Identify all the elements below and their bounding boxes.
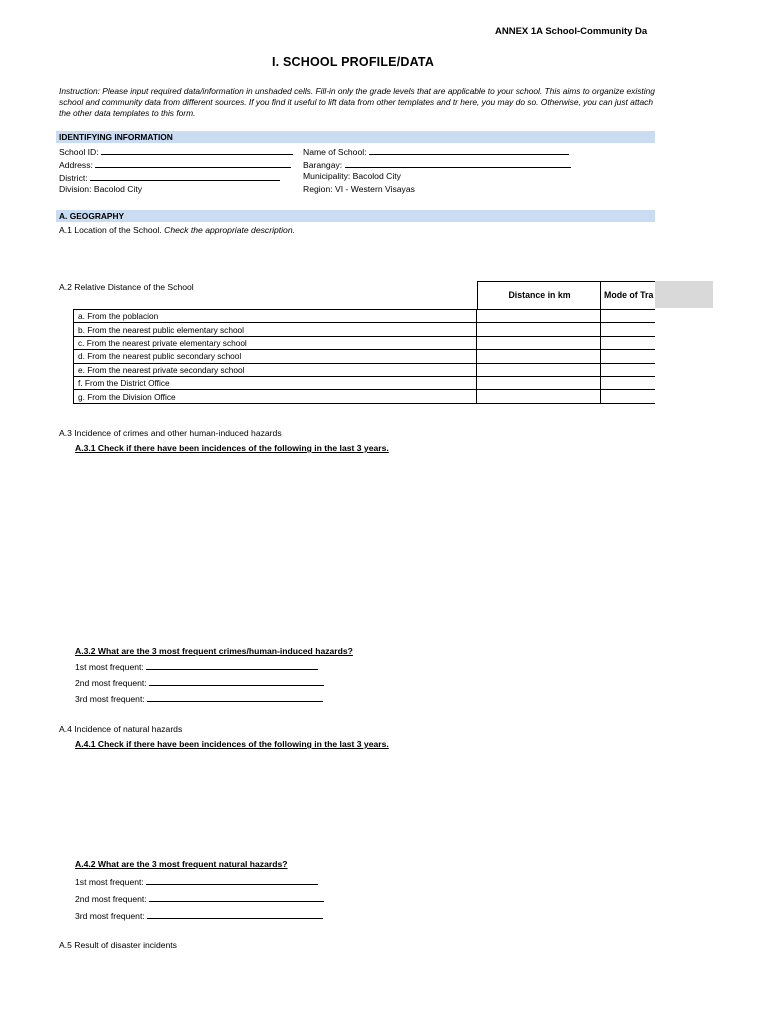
geography-heading: A. GEOGRAPHY (56, 210, 655, 222)
table-row (74, 323, 656, 336)
mode-cell[interactable] (600, 376, 655, 389)
table-row (74, 376, 656, 389)
a42-freq2-field[interactable] (149, 893, 324, 902)
a4-label: A.4 Incidence of natural hazards (59, 724, 183, 734)
distance-cell[interactable] (476, 336, 600, 349)
a41-label: A.4.1 Check if there have been incidences of the following in the last 3 years. (75, 739, 389, 749)
table-row (74, 350, 656, 363)
distance-table (73, 309, 655, 404)
instruction-text: Instruction: Please input required data/information in unshaded cells. Fill-in only the grade levels that are applicable to your school. This aims to organize existing school and community data from different sources. If you find it useful to lift data from other templates and tr here, you may do so. Otherwise, you can just attach the other data templates to this form. (59, 86, 655, 118)
a42-label: A.4.2 What are the 3 most frequent natural hazards? (75, 859, 288, 869)
school-name-label: Name of School: (303, 147, 367, 157)
a1-label: A.1 Location of the School. (59, 225, 162, 235)
freq2-label: 2nd most frequent: (75, 678, 147, 688)
mode-cell[interactable] (600, 390, 655, 403)
table-row (74, 336, 656, 349)
distance-cell[interactable] (476, 323, 600, 336)
freq2-label: 2nd most frequent: (75, 894, 147, 904)
row-label: a. From the poblacion (74, 310, 477, 323)
row-label: g. From the Division Office (74, 390, 477, 403)
mode-cell[interactable] (600, 323, 655, 336)
a32-freq2-field[interactable] (149, 677, 324, 686)
mode-cell[interactable] (600, 310, 655, 323)
annex-label: ANNEX 1A School-Community Da (495, 26, 648, 37)
a5-label: A.5 Result of disaster incidents (59, 940, 177, 950)
row-label: f. From the District Office (74, 376, 477, 389)
a1-row (59, 225, 295, 235)
distance-column-header: Distance in km (477, 281, 601, 309)
mode-cell[interactable] (600, 350, 655, 363)
table-row (74, 390, 656, 403)
district-field[interactable] (90, 172, 280, 181)
distance-cell[interactable] (476, 310, 600, 323)
freq1-label: 1st most frequent: (75, 877, 144, 887)
address-label: Address: (59, 160, 93, 170)
a32-freq1-field[interactable] (146, 661, 318, 670)
table-row (74, 363, 656, 376)
freq3-label: 3rd most frequent: (75, 911, 145, 921)
school-name-field[interactable] (369, 146, 569, 155)
table-row (74, 310, 656, 323)
mode-cell[interactable] (600, 336, 655, 349)
distance-cell[interactable] (476, 376, 600, 389)
a32-freq1-row (75, 661, 318, 672)
a42-freq2-row (75, 893, 324, 904)
a31-label: A.3.1 Check if there have been incidences of the following in the last 3 years. (75, 443, 389, 453)
a32-freq3-row (75, 693, 323, 704)
freq1-label: 1st most frequent: (75, 662, 144, 672)
region-label: Region: VI - Western Visayas (303, 184, 415, 194)
district-label: District: (59, 173, 88, 183)
a32-freq2-row (75, 677, 324, 688)
row-label: d. From the nearest public secondary school (74, 350, 477, 363)
mode-column-header: Mode of Tra (600, 281, 655, 309)
address-row (59, 159, 291, 170)
row-label: e. From the nearest private secondary school (74, 363, 477, 376)
school-name-row (303, 146, 569, 157)
address-field[interactable] (95, 159, 291, 168)
row-label: b. From the nearest public elementary school (74, 323, 477, 336)
school-id-field[interactable] (101, 146, 293, 155)
division-label: Division: Bacolod City (59, 184, 143, 194)
barangay-field[interactable] (345, 159, 571, 168)
row-label: c. From the nearest private elementary school (74, 336, 477, 349)
a3-label: A.3 Incidence of crimes and other human-induced hazards (59, 428, 282, 438)
barangay-label: Barangay: (303, 160, 343, 170)
district-row (59, 172, 280, 183)
barangay-row (303, 159, 571, 170)
a32-freq3-field[interactable] (147, 693, 323, 702)
school-id-label: School ID: (59, 147, 99, 157)
school-id-row (59, 146, 293, 157)
distance-cell[interactable] (476, 390, 600, 403)
a2-label: A.2 Relative Distance of the School (59, 282, 194, 292)
a1-hint: Check the appropriate description. (164, 225, 296, 235)
a42-freq3-field[interactable] (147, 910, 323, 919)
identifying-info-heading: IDENTIFYING INFORMATION (56, 131, 655, 143)
column-header-overflow (655, 281, 713, 308)
a32-label: A.3.2 What are the 3 most frequent crimes/human-induced hazards? (75, 646, 353, 656)
a42-freq1-field[interactable] (146, 876, 318, 885)
a42-freq3-row (75, 910, 323, 921)
distance-cell[interactable] (476, 363, 600, 376)
a42-freq1-row (75, 876, 318, 887)
page-title: I. SCHOOL PROFILE/DATA (272, 55, 435, 69)
freq3-label: 3rd most frequent: (75, 694, 145, 704)
mode-cell[interactable] (600, 363, 655, 376)
municipality-label: Municipality: Bacolod City (303, 171, 401, 181)
distance-cell[interactable] (476, 350, 600, 363)
